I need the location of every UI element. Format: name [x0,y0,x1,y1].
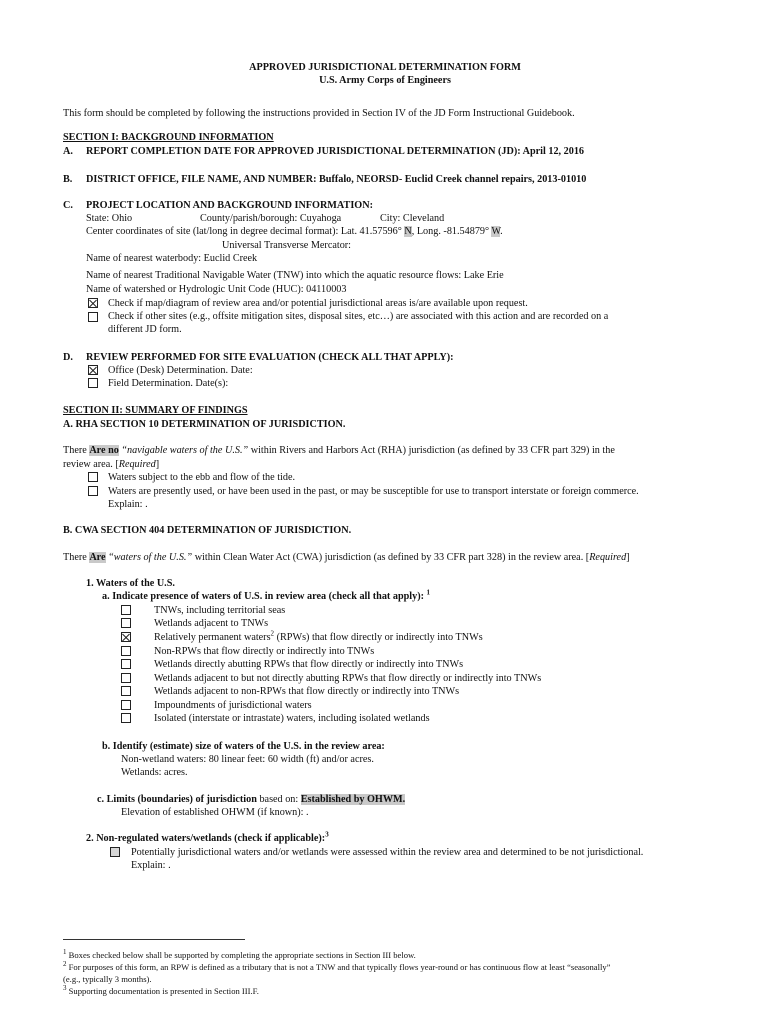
rha-navigable: “navigable waters of the U.S.” [121,445,249,456]
rha-there: There [63,445,87,456]
cwa-statement [63,551,630,564]
isolated-waters-checkbox[interactable] [121,713,131,723]
section1-d-label: D. [63,352,73,363]
wetlands-adjacent-rpw-label: Wetlands adjacent to but not directly abutting RPWs that flow directly or indirectly into TNWs [154,673,542,684]
office-determination-label: Office (Desk) Determination. Date: [108,365,253,376]
section1-c-label: C. [63,200,73,211]
review-performed-heading: REVIEW PERFORMED FOR SITE EVALUATION (CHECK ALL THAT APPLY): [86,352,454,363]
other-sites-label: Check if other sites (e.g., offsite mitigation sites, disposal sites, etc…) are associated with this action and are recorded on a [108,311,609,322]
footnote-ref-1: 1 [426,588,431,597]
rha-required: Required [118,459,156,470]
tnw-checkbox[interactable] [121,605,131,615]
footnote-1 [63,950,416,961]
cwa-there: There [63,552,87,563]
rpw-checkbox[interactable] [121,632,131,642]
rha-commerce-label: Waters are presently used, or have been used in the past, or may be susceptible for use to transport interstate or foreign commerce. [108,486,639,497]
rha-line2-a: review area. [ [63,459,119,470]
project-location-heading: PROJECT LOCATION AND BACKGROUND INFORMATION: [86,200,373,211]
footnote-1-text: Boxes checked below shall be supported by completing the appropriate sections in Section III below. [68,950,416,960]
non-wetland-size: Non-wetland waters: 80 linear feet: 60 width (ft) and/or acres. [121,754,374,765]
isolated-waters-label: Isolated (interstate or intrastate) waters, including isolated wetlands [154,713,430,724]
footnote-3-text: Supporting documentation is presented in Section III.F. [68,986,259,996]
rpw-label-text: Relatively permanent waters [154,632,271,643]
impoundments-label: Impoundments of jurisdictional waters [154,700,312,711]
cwa-answer: Are [89,552,106,563]
wetlands-adjacent-non-rpw-label: Wetlands adjacent to non-RPWs that flow directly or indirectly into TNWs [154,686,460,697]
footnote-ref-3: 3 [325,830,329,839]
non-rpw-label: Non-RPWs that flow directly or indirectly into TNWs [154,646,375,657]
footnote-2-num: 2 [63,960,67,969]
footnote-2-text: For purposes of this form, an RPW is defined as a tributary that is not a TNW and that typically flows year-round or has continuous flow at least “seasonally” [68,962,611,972]
ohwm-elevation: Elevation of established OHWM (if known): . [121,807,309,818]
limits-based-on: based on: [259,794,299,805]
section1-a-label: A. [63,146,73,157]
cwa-heading: B. CWA SECTION 404 DETERMINATION OF JURISDICTION. [63,525,352,536]
wetlands-adjacent-tnw-checkbox[interactable] [121,618,131,628]
coordinates-line [86,225,503,238]
footnote-rule [63,939,245,940]
section2-heading: SECTION II: SUMMARY OF FINDINGS [63,405,248,416]
intro-text: This form should be completed by following the instructions provided in Section IV of the JD Form Instructional Guidebook. [63,108,575,119]
wetlands-size: Wetlands: acres. [121,767,188,778]
footnote-1-num: 1 [63,948,67,957]
limits-label: c. [97,794,105,805]
waters-of-us-heading: 1. Waters of the U.S. [86,578,175,589]
utm-field: Universal Transverse Mercator: [222,240,352,251]
indicate-presence-heading [102,590,430,603]
tnw-label: TNWs, including territorial seas [154,605,286,616]
lat-direction: N [404,226,412,237]
non-regulated-checkbox[interactable] [110,847,120,857]
nearest-tnw: Name of nearest Traditional Navigable Water (TNW) into which the aquatic resource flows: Lake Erie [86,270,504,281]
footnote-ref-2: 2 [270,629,275,638]
other-sites-label-cont: different JD form. [108,324,182,335]
office-determination-checkbox[interactable] [88,365,98,375]
rpw-label-tail: (RPWs) that flow directly or indirectly into TNWs [274,632,483,643]
field-determination-checkbox[interactable] [88,378,98,388]
cwa-waters: “waters of the U.S.” [108,552,193,563]
non-regulated-heading [86,832,329,845]
city-field: City: Cleveland [380,213,445,224]
rha-rest: within Rivers and Harbors Act (RHA) jurisdiction (as defined by 33 CFR part 329) in the [250,445,615,456]
report-date: REPORT COMPLETION DATE FOR APPROVED JURISDICTIONAL DETERMINATION (JD): April 12, 2016 [86,146,585,157]
rha-answer: Are no [89,445,119,456]
limits-value: Established by OHWM. [300,794,406,805]
rha-heading: A. RHA SECTION 10 DETERMINATION OF JURISDICTION. [63,419,346,430]
footnote-3 [63,986,259,997]
cwa-rest: within Clean Water Act (CWA) jurisdiction (as defined by 33 CFR part 328) in the review area. [ [194,552,590,563]
footnote-2 [63,962,611,973]
cwa-end: ] [626,552,630,563]
wetlands-abutting-rpw-label: Wetlands directly abutting RPWs that flow directly or indirectly into TNWs [154,659,464,670]
form-agency: U.S. Army Corps of Engineers [319,75,451,86]
wetlands-adjacent-rpw-checkbox[interactable] [121,673,131,683]
rha-tidal-checkbox[interactable] [88,472,98,482]
coordinates-end: . [500,226,503,237]
non-regulated-heading-text: 2. Non-regulated waters/wetlands (check if applicable): [86,833,326,844]
non-regulated-explain: Explain: . [131,860,171,871]
footnote-2-cont: (e.g., typically 3 months). [63,974,152,984]
rpw-label [154,631,483,644]
section1-heading: SECTION I: BACKGROUND INFORMATION [63,132,274,143]
watershed-huc: Name of watershed or Hydrologic Unit Code (HUC): 04110003 [86,284,347,295]
other-sites-checkbox[interactable] [88,312,98,322]
coordinates-mid: , Long. -81.54879° [411,226,490,237]
map-available-label: Check if map/diagram of review area and/or potential jurisdictional areas is/are available upon request. [108,298,528,309]
district-office: DISTRICT OFFICE, FILE NAME, AND NUMBER: Buffalo, NEORSD- Euclid Creek channel repairs, 2013-01010 [86,174,587,185]
nearest-waterbody: Name of nearest waterbody: Euclid Creek [86,253,258,264]
form-title: APPROVED JURISDICTIONAL DETERMINATION FORM [249,62,521,73]
state-field: State: Ohio [86,213,133,224]
wetlands-adjacent-tnw-label: Wetlands adjacent to TNWs [154,618,269,629]
limits-line [97,793,405,806]
rha-tidal-label: Waters subject to the ebb and flow of the tide. [108,472,296,483]
rha-line2-b: ] [155,459,160,470]
wetlands-abutting-rpw-checkbox[interactable] [121,659,131,669]
cwa-required: Required [589,552,627,563]
impoundments-checkbox[interactable] [121,700,131,710]
non-regulated-label: Potentially jurisdictional waters and/or wetlands were assessed within the review area and determined to be not jurisdictional. [131,847,644,858]
map-available-checkbox[interactable] [88,298,98,308]
section1-b-label: B. [63,174,73,185]
wetlands-adjacent-non-rpw-checkbox[interactable] [121,686,131,696]
footnote-3-num: 3 [63,984,67,993]
rha-commerce-checkbox[interactable] [88,486,98,496]
size-of-waters-heading: b. Identify (estimate) size of waters of the U.S. in the review area: [102,741,385,752]
limits-heading: Limits (boundaries) of jurisdiction [106,794,257,805]
rha-statement [63,444,615,457]
non-rpw-checkbox[interactable] [121,646,131,656]
county-field: County/parish/borough: Cuyahoga [200,213,342,224]
indicate-presence-text: a. Indicate presence of waters of U.S. in review area (check all that apply): [102,591,424,602]
rha-explain: Explain: . [108,499,148,510]
long-direction: W [491,226,501,237]
coordinates-prefix: Center coordinates of site (lat/long in degree decimal format): Lat. 41.57596° [86,226,402,237]
field-determination-label: Field Determination. Date(s): [108,378,229,389]
rha-statement-line2 [63,458,159,471]
